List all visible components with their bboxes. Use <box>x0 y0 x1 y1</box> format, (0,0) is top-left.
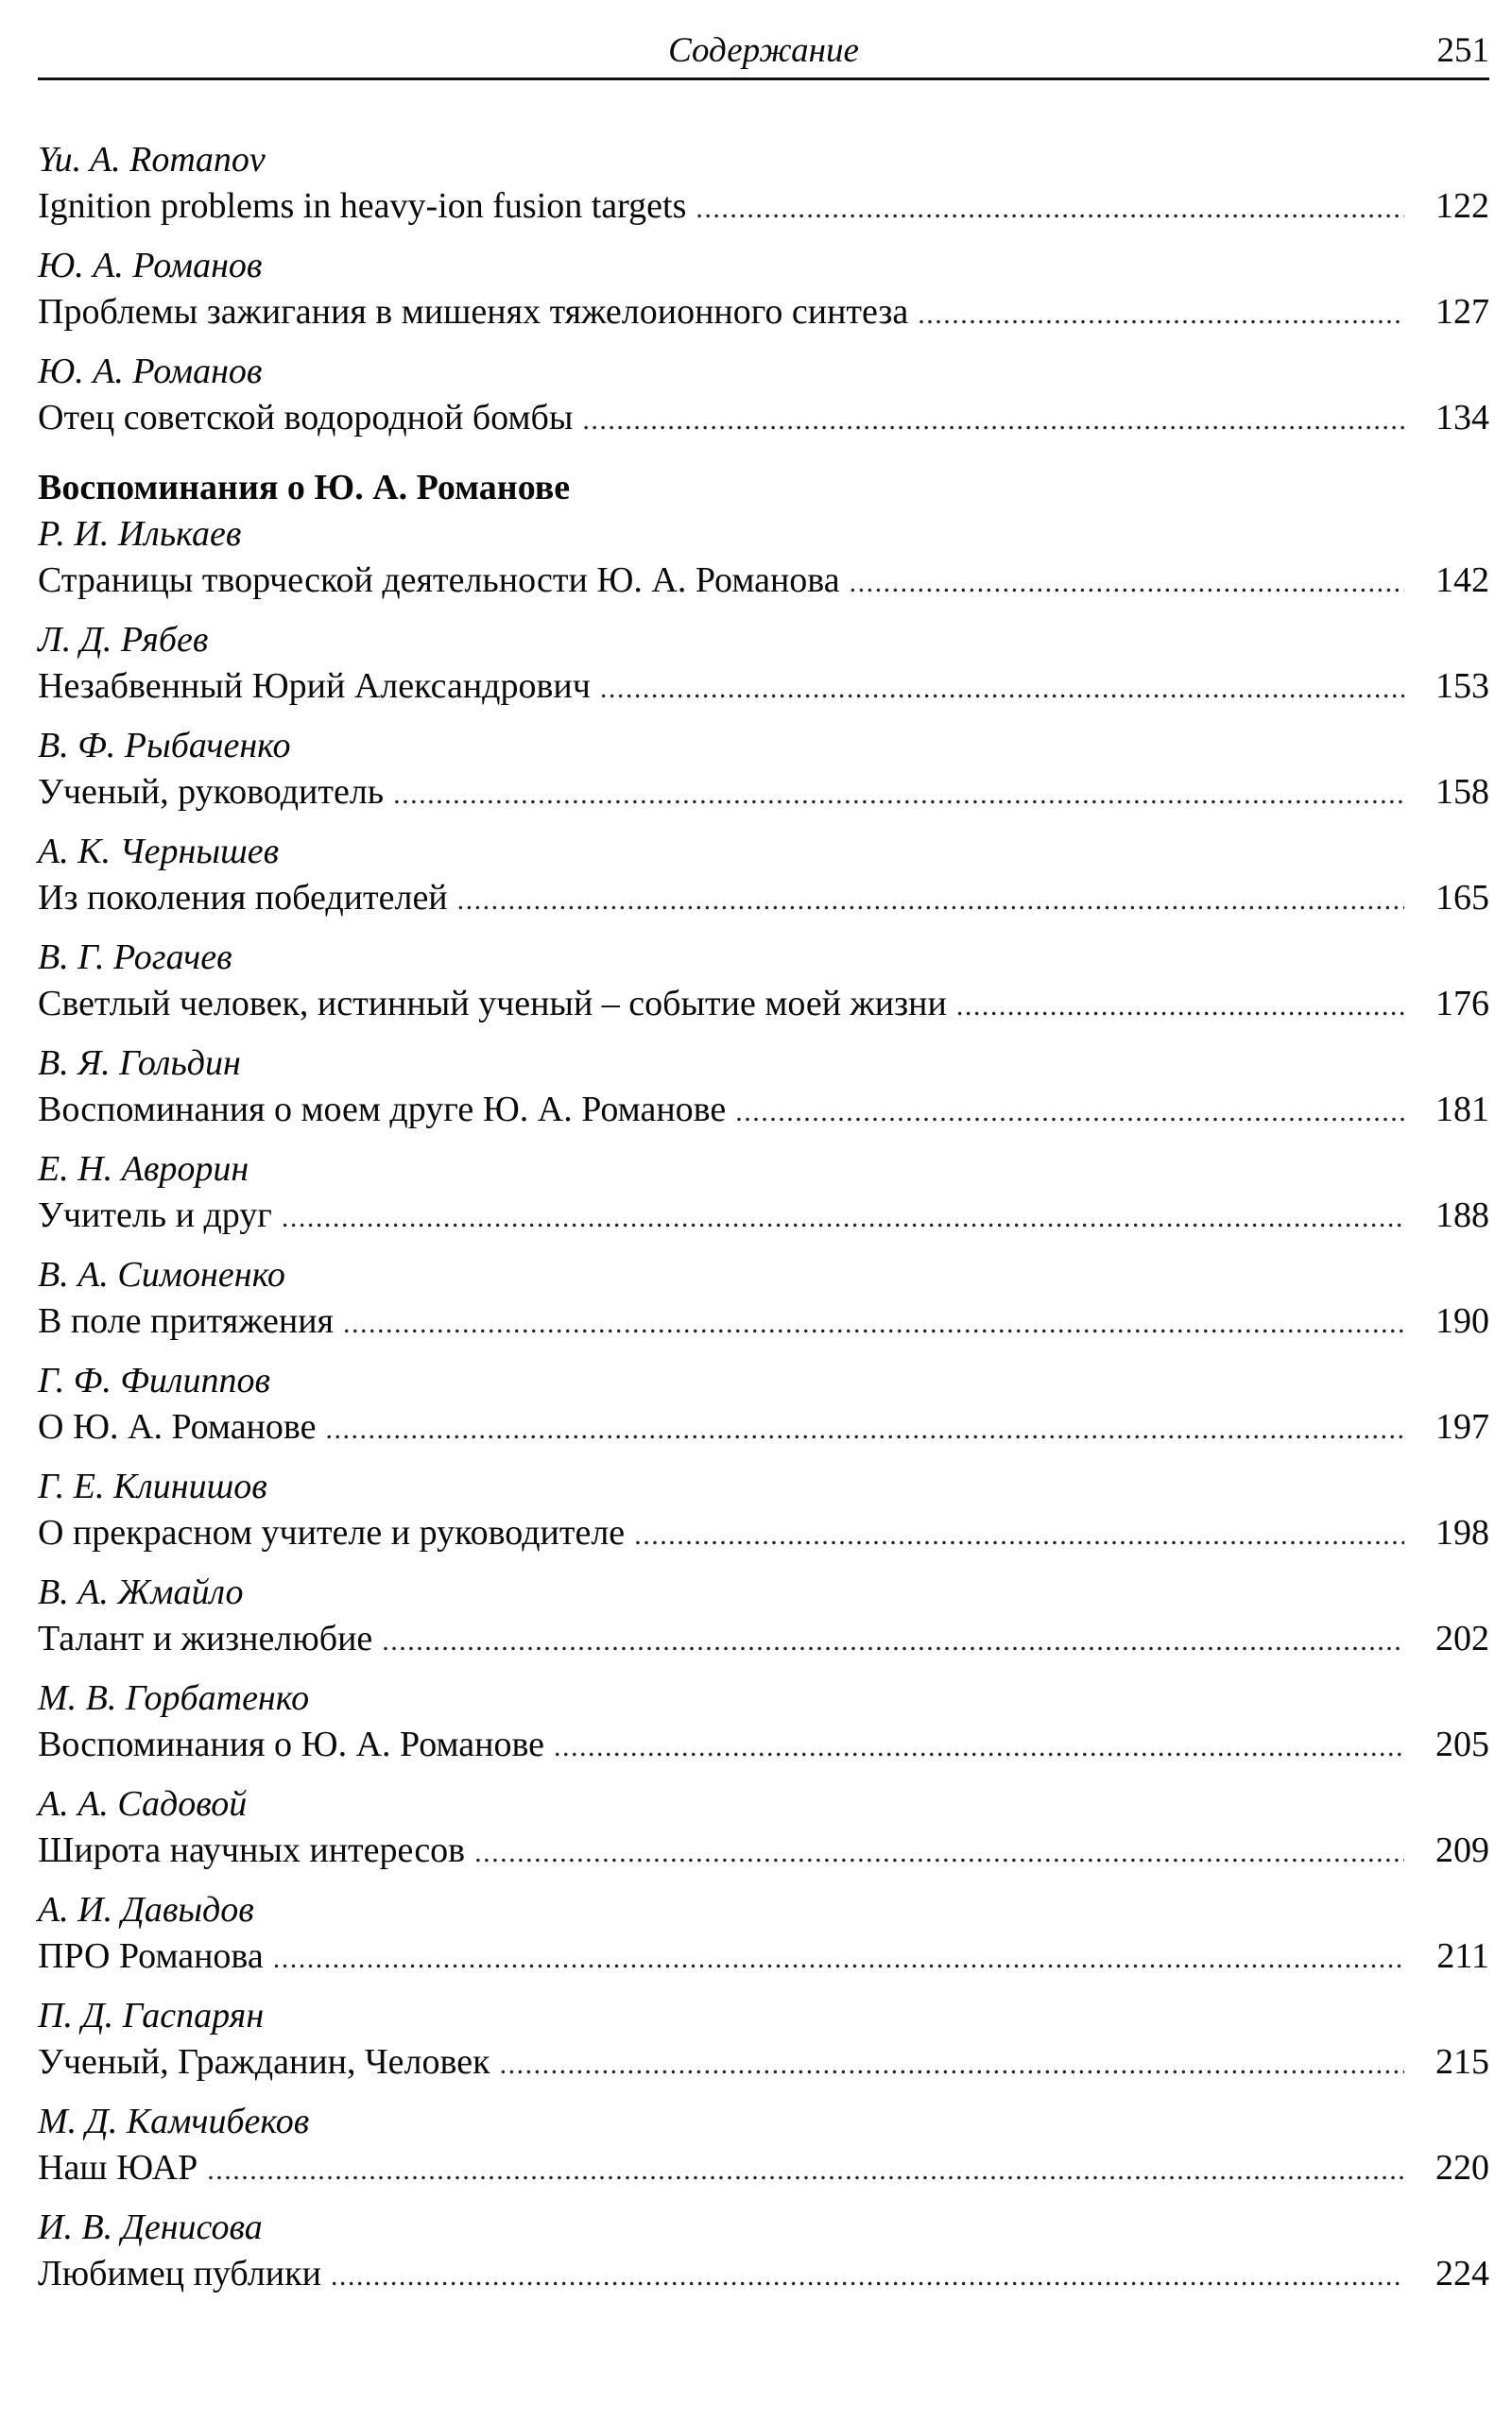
toc-entry-page: 165 <box>1435 878 1489 918</box>
toc-entry-line <box>38 2144 1489 2191</box>
toc-entry <box>38 1252 1489 1345</box>
dot-leader <box>343 1300 1404 1348</box>
toc-entry-line <box>38 662 1489 710</box>
dot-leader <box>918 291 1404 338</box>
toc-entry-author: В. А. Симоненко <box>38 1255 285 1295</box>
toc-entry-line <box>38 1086 1489 1133</box>
toc-entry-line <box>38 1932 1489 1980</box>
toc-entry-line <box>38 557 1489 604</box>
toc-entry-title: Отец советской водородной бомбы <box>38 398 574 438</box>
dot-leader <box>696 185 1404 232</box>
running-title: Содержание <box>668 31 859 70</box>
toc-entry-title: Ignition problems in heavy-ion fusion targets <box>38 186 687 226</box>
toc-entry <box>38 511 1489 604</box>
toc-entry-title: Светлый человек, истинный ученый – событие моей жизни <box>38 984 947 1023</box>
dot-leader <box>582 397 1404 444</box>
toc-entry-page: 198 <box>1435 1513 1489 1553</box>
toc-entry-page: 215 <box>1435 2042 1489 2082</box>
toc-entry <box>38 1040 1489 1133</box>
toc-entry-page: 122 <box>1435 186 1489 226</box>
toc-entry-title: Воспоминания о моем друге Ю. А. Романове <box>38 1090 727 1129</box>
toc-entry <box>38 1146 1489 1239</box>
toc-entry-page: 205 <box>1435 1725 1489 1764</box>
toc-entry-page: 224 <box>1435 2254 1489 2293</box>
toc-entry-title: Широта научных интересов <box>38 1830 466 1870</box>
toc-entry-line <box>38 182 1489 230</box>
dot-leader <box>735 1089 1404 1136</box>
dot-leader <box>634 1512 1404 1559</box>
toc-entry <box>38 1675 1489 1768</box>
table-of-contents <box>38 137 1489 2297</box>
toc-entry-title: Страницы творческой деятельности Ю. А. Романова <box>38 560 840 600</box>
toc-entry <box>38 2099 1489 2191</box>
toc-entry-page: 220 <box>1435 2148 1489 2188</box>
toc-entry-author: А. И. Давыдов <box>38 1890 254 1930</box>
toc-entry <box>38 1358 1489 1451</box>
toc-entry-title: Любимец публики <box>38 2254 321 2293</box>
dot-leader <box>393 771 1404 818</box>
toc-entry <box>38 349 1489 441</box>
toc-entry-line <box>38 288 1489 335</box>
toc-entry-author: Ю. А. Романов <box>38 246 263 285</box>
toc-entry-line <box>38 980 1489 1027</box>
toc-entry-author: Yu. A. Romanov <box>38 140 266 180</box>
toc-entry-author: Е. Н. Аврорин <box>38 1149 249 1189</box>
dot-leader <box>207 2147 1404 2194</box>
toc-entry-author: П. Д. Гаспарян <box>38 1996 265 2036</box>
toc-entry-line <box>38 1721 1489 1768</box>
toc-entry-page: 190 <box>1435 1301 1489 1341</box>
dot-leader <box>282 1194 1404 1242</box>
toc-entry-line <box>38 768 1489 816</box>
dot-leader <box>382 1618 1404 1665</box>
toc-entry-page: 209 <box>1435 1830 1489 1870</box>
toc-entry-title: О прекрасном учителе и руководителе <box>38 1513 626 1553</box>
section-heading: Воспоминания о Ю. А. Романове <box>38 468 571 507</box>
toc-entry-line <box>38 1509 1489 1556</box>
toc-entry-title: Воспоминания о Ю. А. Романове <box>38 1725 545 1764</box>
header-rule <box>38 77 1489 80</box>
dot-leader <box>500 2041 1404 2088</box>
toc-entry-title: Проблемы зажигания в мишенях тяжелоионного синтеза <box>38 292 909 332</box>
toc-entry <box>38 829 1489 921</box>
toc-entry-page: 188 <box>1435 1195 1489 1235</box>
dot-leader <box>331 2253 1404 2300</box>
toc-entry-line <box>38 1827 1489 1874</box>
toc-entry-author: В. Г. Рогачев <box>38 937 232 977</box>
page-header <box>38 21 1489 79</box>
page-number: 251 <box>1436 31 1489 70</box>
toc-entry <box>38 1464 1489 1556</box>
toc-entry <box>38 2205 1489 2297</box>
toc-entry-title: ПРО Романова <box>38 1936 264 1976</box>
toc-entry-line <box>38 1403 1489 1451</box>
dot-leader <box>850 559 1404 607</box>
toc-entry-author: И. В. Денисова <box>38 2207 263 2247</box>
toc-entry-page: 176 <box>1435 984 1489 1023</box>
toc-entry-line <box>38 1615 1489 1662</box>
toc-entry-title: Ученый, руководитель <box>38 772 385 812</box>
dot-leader <box>325 1406 1404 1453</box>
toc-entry-page: 202 <box>1435 1619 1489 1658</box>
toc-entry-author: М. В. Горбатенко <box>38 1678 310 1718</box>
toc-entry-title: О Ю. А. Романове <box>38 1407 317 1447</box>
dot-leader <box>273 1935 1404 1983</box>
toc-entry-author: Р. И. Илькаев <box>38 514 242 554</box>
toc-entry-author: Г. Ф. Филиппов <box>38 1361 270 1400</box>
toc-entry-line <box>38 394 1489 441</box>
toc-entry <box>38 1887 1489 1980</box>
toc-entry <box>38 1570 1489 1662</box>
dot-leader <box>554 1724 1404 1771</box>
dot-leader <box>600 665 1404 713</box>
toc-entry-author: Г. Е. Клинишов <box>38 1467 267 1506</box>
toc-entry <box>38 1993 1489 2086</box>
toc-entry-line <box>38 2250 1489 2297</box>
toc-entry-author: Л. Д. Рябев <box>38 620 209 660</box>
toc-entry-line <box>38 2038 1489 2086</box>
toc-entry-title: Незабвенный Юрий Александрович <box>38 666 591 706</box>
toc-entry-author: В. Ф. Рыбаченко <box>38 726 291 765</box>
toc-entry <box>38 137 1489 230</box>
toc-entry-page: 153 <box>1435 666 1489 706</box>
toc-entry-title: В поле притяжения <box>38 1301 335 1341</box>
toc-entry-page: 211 <box>1436 1936 1489 1976</box>
toc-entry-page: 158 <box>1435 772 1489 812</box>
toc-entry <box>38 723 1489 816</box>
toc-entry-author: Ю. А. Романов <box>38 352 263 391</box>
toc-entry-page: 181 <box>1435 1090 1489 1129</box>
toc-entry-author: А. А. Садовой <box>38 1784 248 1824</box>
toc-entry-author: М. Д. Камчибеков <box>38 2102 310 2141</box>
toc-entry-line <box>38 874 1489 921</box>
toc-entry-title: Наш ЮАР <box>38 2148 198 2188</box>
toc-entry <box>38 617 1489 710</box>
dot-leader <box>474 1829 1404 1877</box>
toc-entry-title: Из поколения победителей <box>38 878 448 918</box>
toc-entry-author: А. К. Чернышев <box>38 832 280 871</box>
toc-entry-page: 134 <box>1435 398 1489 438</box>
dot-leader <box>457 877 1404 924</box>
toc-entry-author: В. А. Жмайло <box>38 1572 244 1612</box>
toc-entry <box>38 1781 1489 1874</box>
toc-entry-line <box>38 1297 1489 1345</box>
toc-entry-author: В. Я. Гольдин <box>38 1043 241 1083</box>
toc-entry <box>38 243 1489 335</box>
toc-entry <box>38 935 1489 1027</box>
toc-entry-title: Талант и жизнелюбие <box>38 1619 373 1658</box>
toc-entry-page: 127 <box>1435 292 1489 332</box>
dot-leader <box>956 983 1404 1030</box>
toc-entry-line <box>38 1192 1489 1239</box>
toc-entry-title: Ученый, Гражданин, Человек <box>38 2042 490 2082</box>
toc-entry-title: Учитель и друг <box>38 1195 272 1235</box>
toc-entry-page: 197 <box>1435 1407 1489 1447</box>
toc-entry-page: 142 <box>1435 560 1489 600</box>
